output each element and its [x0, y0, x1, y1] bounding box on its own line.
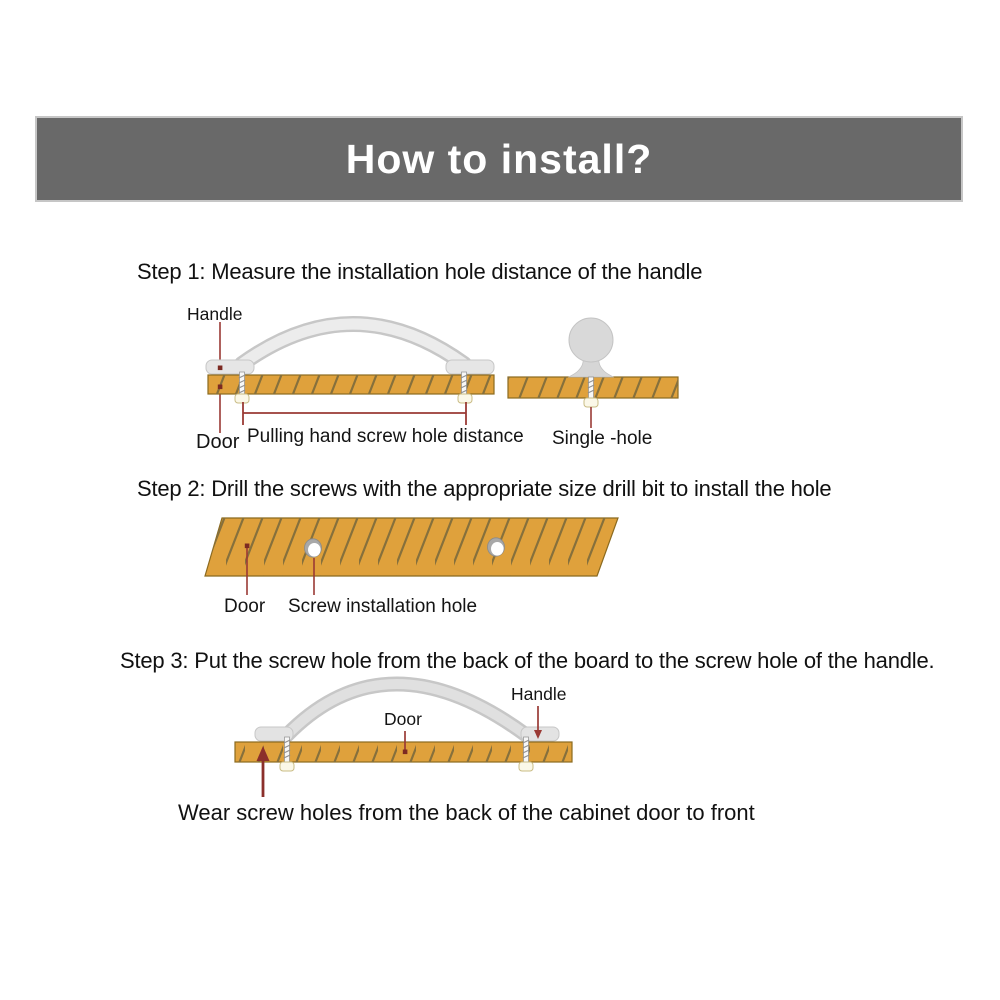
page-title: How to install?: [345, 135, 653, 182]
drill-hole-left-icon: [305, 539, 322, 557]
step1-handle-label: Handle: [187, 304, 243, 324]
step3-door-label: Door: [384, 709, 422, 729]
door-board: [208, 375, 494, 394]
drilled-door-board: [205, 518, 618, 576]
leader-dot-door: [218, 385, 223, 390]
step1-heading: Step 1: Measure the installation hole distance of the handle: [137, 259, 703, 284]
leader-dot-handle: [218, 366, 223, 371]
step3-caption: Wear screw holes from the back of the cabinet door to front: [178, 800, 755, 825]
step2-heading: Step 2: Drill the screws with the appropriate size drill bit to install the hole: [137, 476, 832, 501]
drill-hole-right-icon: [488, 538, 505, 556]
step1-single-hole-label: Single -hole: [552, 428, 653, 449]
step3-diagram: [150, 675, 700, 805]
step3-handle-label: Handle: [511, 684, 567, 704]
step1-door-label: Door: [196, 431, 240, 453]
handle-pull-icon: [206, 324, 494, 374]
step2-door-label: Door: [224, 596, 266, 617]
step3-heading: Step 3: Put the screw hole from the back of the board to the screw hole of the handle.: [120, 648, 935, 673]
step2-screw-hole-label: Screw installation hole: [288, 596, 478, 617]
step1-distance-label: Pulling hand screw hole distance: [247, 426, 524, 447]
knob-icon: [569, 318, 613, 377]
hole-distance-dimension-line: [243, 402, 466, 425]
header-banner: [35, 116, 963, 202]
